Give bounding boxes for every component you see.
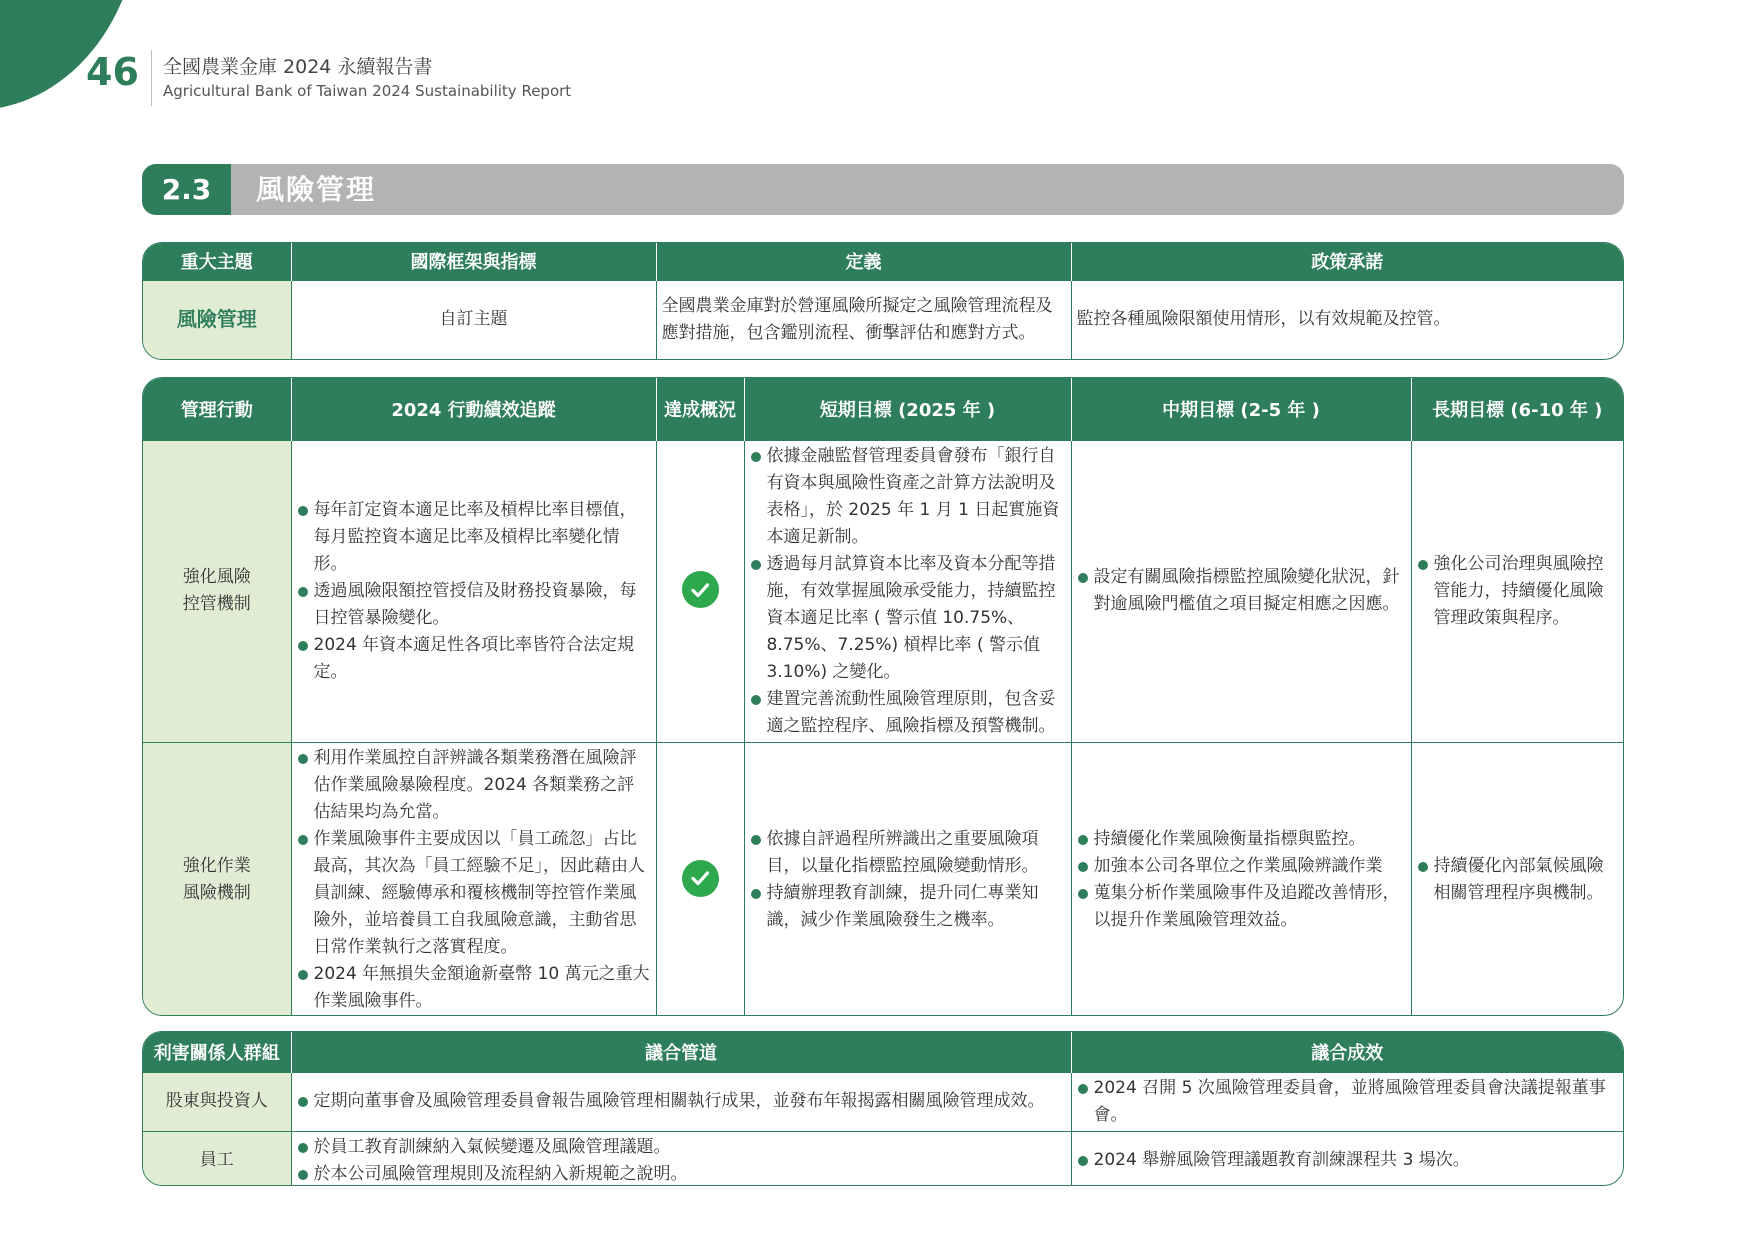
section-header [142, 164, 1624, 215]
page-number: 46 [86, 50, 139, 94]
channels-cell [291, 1131, 1071, 1186]
list-item: 蒐集分析作業風險事件及追蹤改善情形，以提升作業風險管理效益。 [1077, 880, 1406, 934]
list-item: 加強本公司各單位之作業風險辨識作業 [1077, 853, 1406, 880]
list-item: 持續優化作業風險衡量指標與監控。 [1077, 826, 1406, 853]
results-cell [1071, 1131, 1623, 1186]
report-title-en: Agricultural Bank of Taiwan 2024 Sustainability Report [163, 82, 572, 100]
report-title-zh: 全國農業金庫 2024 永續報告書 [163, 56, 433, 78]
tracking-cell [291, 440, 656, 742]
list-item: 2024 召開 5 次風險管理委員會，並將風險管理委員會決議提報董事會。 [1077, 1075, 1619, 1129]
list-item: 定期向董事會及風險管理委員會報告風險管理相關執行成果，並發布年報揭露相關風險管理成效。 [297, 1088, 1066, 1115]
list-item: 設定有關風險指標監控風險變化狀況，針對逾風險門檻值之項目擬定相應之因應。 [1077, 564, 1406, 618]
long-term-cell [1411, 742, 1623, 1016]
definition-cell: 全國農業金庫對於營運風險所擬定之風險管理流程及應對措施，包含鑑別流程、衝擊評估和應對方式。 [656, 280, 1071, 359]
action-cell [143, 742, 291, 1016]
header-divider [151, 50, 152, 106]
list-item: 持續優化內部氣候風險相關管理程序與機制。 [1417, 853, 1619, 907]
theme-table [142, 242, 1624, 360]
list-item: 透過風險限額控管授信及財務投資暴險，每日控管暴險變化。 [297, 578, 651, 632]
th-results: 議合成效 [1071, 1032, 1623, 1072]
channels-cell [291, 1072, 1071, 1131]
table-row [143, 742, 1623, 1016]
th-framework: 國際框架與指標 [291, 243, 656, 280]
short-term-cell [744, 440, 1071, 742]
list-item: 利用作業風控自評辨識各類業務潛在風險評估作業風險暴險程度。2024 各類業務之評估結果均為允當。 [297, 745, 651, 826]
table-row [143, 1072, 1623, 1131]
stakeholder-table [142, 1031, 1624, 1186]
status-cell [656, 440, 744, 742]
topic-cell: 風險管理 [143, 280, 291, 359]
long-term-cell [1411, 440, 1623, 742]
check-circle-icon [682, 860, 719, 897]
action-label: 強化風險 控管機制 [182, 567, 251, 614]
section-title: 風險管理 [256, 173, 377, 206]
tracking-cell [291, 742, 656, 1016]
stakeholder-group-cell: 股東與投資人 [143, 1072, 291, 1131]
list-item: 於員工教育訓練納入氣候變遷及風險管理議題。 [297, 1134, 1066, 1161]
th-definition: 定義 [656, 243, 1071, 280]
table-row [143, 1131, 1623, 1186]
framework-cell: 自訂主題 [291, 280, 656, 359]
table-row [143, 440, 1623, 742]
th-status: 達成概況 [656, 378, 744, 440]
mid-term-cell [1071, 440, 1411, 742]
list-item: 作業風險事件主要成因以「員工疏忽」占比最高，其次為「員工經驗不足」，因此藉由人員訓練、經驗傳承和覆核機制等控管作業風險外，並培養員工自我風險意識，主動省思日常作業執行之落實程度。 [297, 826, 651, 961]
list-item: 持續辦理教育訓練，提升同仁專業知識，減少作業風險發生之機率。 [750, 880, 1066, 934]
list-item: 每年訂定資本適足比率及槓桿比率目標值，每月監控資本適足比率及槓桿比率變化情形。 [297, 497, 651, 578]
action-table [142, 377, 1624, 1016]
th-tracking: 2024 行動績效追蹤 [291, 378, 656, 440]
check-circle-icon [682, 571, 719, 608]
section-number: 2.3 [142, 164, 231, 215]
mid-term-cell [1071, 742, 1411, 1016]
short-term-cell [744, 742, 1071, 1016]
th-topic: 重大主題 [143, 243, 291, 280]
th-stakeholder-group: 利害關係人群組 [143, 1032, 291, 1072]
th-short-term: 短期目標 (2025 年 ) [744, 378, 1071, 440]
status-cell [656, 742, 744, 1016]
th-long-term: 長期目標 (6-10 年 ) [1411, 378, 1623, 440]
stakeholder-group-cell: 員工 [143, 1131, 291, 1186]
th-mid-term: 中期目標 (2-5 年 ) [1071, 378, 1411, 440]
policy-cell: 監控各種風險限額使用情形，以有效規範及控管。 [1071, 280, 1623, 359]
list-item: 強化公司治理與風險控管能力，持續優化風險管理政策與程序。 [1417, 551, 1619, 632]
results-cell [1071, 1072, 1623, 1131]
action-label: 強化作業 風險機制 [182, 855, 251, 903]
th-policy: 政策承諾 [1071, 243, 1623, 280]
list-item: 建置完善流動性風險管理原則，包含妥適之監控程序、風險指標及預警機制。 [750, 686, 1066, 740]
list-item: 透過每月試算資本比率及資本分配等措施，有效掌握風險承受能力，持續監控資本適足比率 ( 警示值 10.75%、8.75%、7.25%) 槓桿比率 ( 警示值 3.10%) 之變化。 [750, 551, 1066, 686]
list-item: 依據金融監督管理委員會發布「銀行自有資本與風險性資產之計算方法說明及表格」，於 2025 年 1 月 1 日起實施資本適足新制。 [750, 443, 1066, 551]
th-channels: 議合管道 [291, 1032, 1071, 1072]
th-action: 管理行動 [143, 378, 291, 440]
list-item: 2024 年資本適足性各項比率皆符合法定規定。 [297, 632, 651, 686]
list-item: 2024 舉辦風險管理議題教育訓練課程共 3 場次。 [1077, 1147, 1619, 1174]
list-item: 2024 年無損失金額逾新臺幣 10 萬元之重大作業風險事件。 [297, 961, 651, 1015]
action-cell [143, 440, 291, 742]
list-item: 於本公司風險管理規則及流程納入新規範之說明。 [297, 1161, 1066, 1187]
list-item: 依據自評過程所辨識出之重要風險項目，以量化指標監控風險變動情形。 [750, 826, 1066, 880]
